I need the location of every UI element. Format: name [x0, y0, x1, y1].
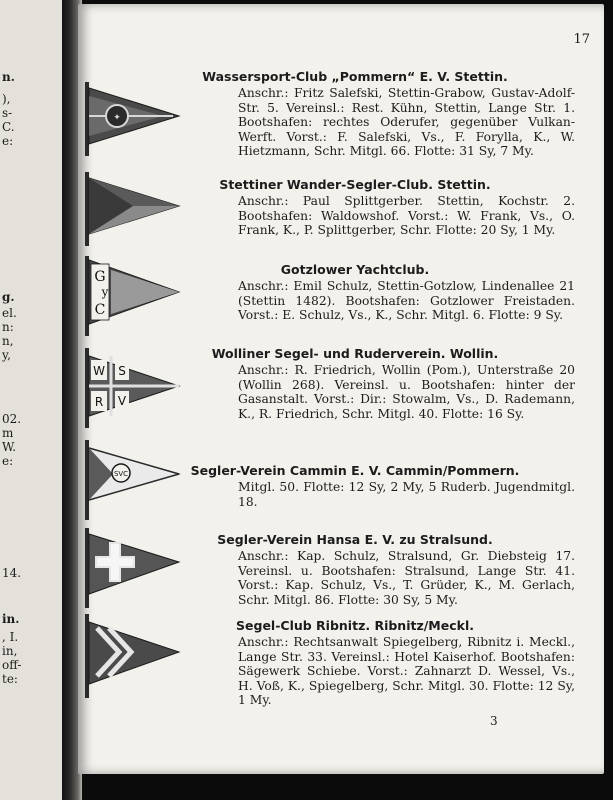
club-title: Segel-Club Ribnitz. Ribnitz/Meckl. — [236, 618, 474, 633]
club-title: Segler-Verein Hansa E. V. zu Stralsund. — [217, 532, 493, 547]
left-page-text-fragment: W. — [2, 440, 17, 454]
svg-text:C: C — [94, 302, 106, 318]
club-entry — [133, 68, 575, 159]
left-page-text-fragment: , I. — [2, 630, 19, 644]
svg-text:W: W — [93, 364, 105, 378]
left-page-text-fragment: ), — [2, 92, 11, 106]
left-page-text-fragment: n, — [2, 334, 14, 348]
page-number: 17 — [573, 32, 590, 47]
left-page-text-fragment: m — [2, 426, 14, 440]
left-page-text-fragment: 02. — [2, 412, 22, 426]
club-details: Mitgl. 50. Flotte: 12 Sy, 2 My, 5 Ruderb. Jugendmitgl. 18. — [238, 480, 575, 509]
left-page-text-fragment: e: — [2, 454, 14, 468]
club-entry — [133, 345, 575, 421]
book-page — [78, 4, 604, 774]
svg-text:SVC: SVC — [113, 470, 129, 478]
svg-text:R: R — [94, 395, 104, 409]
printer-signature-mark: 3 — [490, 714, 498, 728]
club-details: Anschr.: Paul Splittgerber. Stettin, Kochstr. 2. Bootshafen: Waldowshof. Vorst.: W. Frank, Vs., O. Frank, K., P. Splittgerber, Schr. Flotte: 20 Sy, 1 My. — [238, 194, 575, 238]
svg-text:G: G — [94, 269, 106, 285]
left-page-text-fragment: y, — [2, 348, 11, 362]
svg-text:✦: ✦ — [113, 113, 121, 123]
club-title: Wolliner Segel- und Ruderverein. Wollin. — [211, 346, 499, 361]
club-entry — [133, 176, 575, 238]
club-title: Gotzlower Yachtclub. — [280, 262, 430, 277]
left-page-text-fragment: C. — [2, 120, 15, 134]
left-page-edge — [0, 0, 62, 800]
left-page-text-fragment: n: — [2, 320, 14, 334]
left-page-text-fragment: e: — [2, 134, 14, 148]
club-entry — [133, 617, 575, 708]
left-page-text-fragment: te: — [2, 672, 18, 686]
left-page-text-fragment: g. — [2, 290, 15, 304]
club-details: Anschr.: Rechtsanwalt Spiegelberg, Ribnitz i. Meckl., Lange Str. 33. Vereinsl.: Hotel Kaiserhof. Bootshafen: Sägewerk Schiebe. Vorst.: Zahnarzt D. Wessel, Vs., H. Voß, K., Spiegelberg, Schr. Mitgl. 30. Flotte: 12 Sy, 1 My. — [238, 635, 575, 708]
club-entry — [133, 462, 575, 509]
svg-text:S: S — [118, 364, 126, 378]
club-title: Stettiner Wander-Segler-Club. Stettin. — [219, 177, 491, 192]
svg-text:V: V — [117, 394, 127, 408]
left-page-text-fragment: 14. — [2, 566, 22, 580]
club-details: Anschr.: Kap. Schulz, Stralsund, Gr. Diebsteig 17. Vereinsl. u. Bootshafen: Stralsund, Lange Str. 41. Vorst.: Kap. Schulz, Vs., T. Grüder, K., M. Gerlach, Schr. Mitgl. 86. Flotte: 30 Sy, 5 My. — [238, 549, 575, 607]
left-page-text-fragment: n. — [2, 70, 15, 84]
left-page-text-fragment: el. — [2, 306, 17, 320]
club-entry — [133, 261, 575, 323]
club-entry — [133, 531, 575, 607]
left-page-text-fragment: in, — [2, 644, 18, 658]
club-details: Anschr.: Emil Schulz, Stettin-Gotzlow, Lindenallee 21 (Stettin 1482). Bootshafen: Gotzlower Freistaden. Vorst.: E. Schulz, Vs., K., Schr. Mitgl. 6. Flotte: 9 Sy. — [238, 279, 575, 323]
club-title: Segler-Verein Cammin E. V. Cammin/Pommern. — [190, 463, 520, 478]
club-title: Wassersport-Club „Pommern“ E. V. Stettin. — [202, 69, 508, 84]
left-page-text-fragment: s- — [2, 106, 13, 120]
left-page-text-fragment: in. — [2, 612, 20, 626]
club-details: Anschr.: R. Friedrich, Wollin (Pom.), Unterstraße 20 (Wollin 268). Vereinsl. u. Bootshafen: hinter der Gasanstalt. Vorst.: Dir.: Stowalm, Vs., D. Rademann, K., R. Friedrich, Schr. Mitgl. 40. Flotte: 16 Sy. — [238, 363, 575, 421]
svg-text:y: y — [101, 285, 109, 299]
left-page-text-fragment: off- — [2, 658, 22, 672]
club-details: Anschr.: Fritz Salefski, Stettin-Grabow, Gustav-Adolf-Str. 5. Vereinsl.: Rest. Kühn, Stettin, Lange Str. 1. Bootshafen: rechtes Oderufer, gegenüber Vulkan-Werft. Vorst.: F. Salefski, Vs., F. Forylla, K., W. Hietzmann, Schr. Mitgl. 66. Flotte: 31 Sy, 7 My. — [238, 86, 575, 159]
